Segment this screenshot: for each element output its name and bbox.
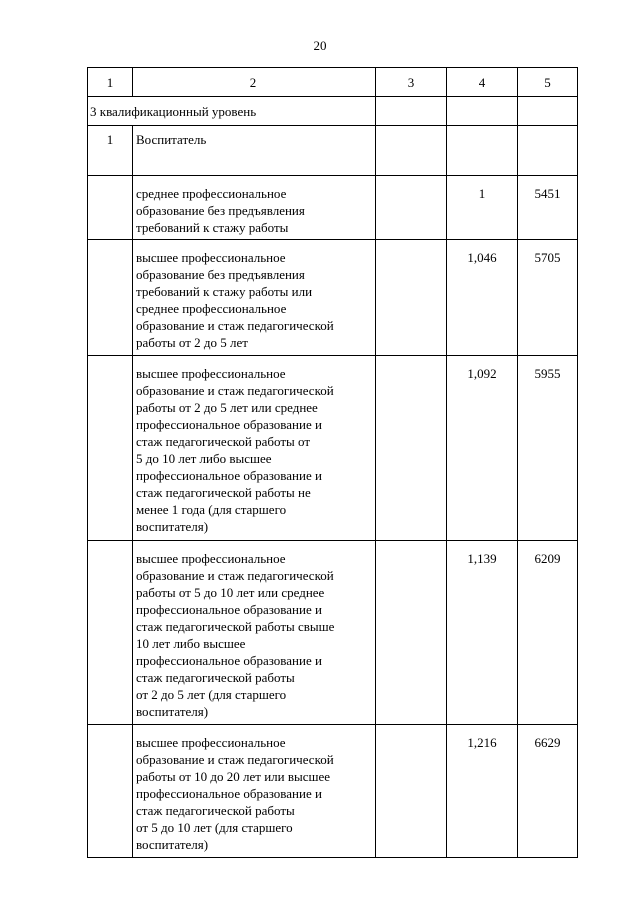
header-col-3: 3	[376, 68, 447, 97]
empty-cell	[447, 126, 518, 176]
empty-cell	[88, 176, 133, 240]
salary-cell: 5705	[518, 240, 578, 356]
salary-cell: 5451	[518, 176, 578, 240]
qualification-level-row	[88, 97, 578, 126]
empty-cell	[518, 126, 578, 176]
empty-cell	[518, 97, 578, 126]
empty-cell	[88, 240, 133, 356]
empty-cell	[376, 725, 447, 858]
empty-cell	[376, 240, 447, 356]
table-row	[88, 240, 578, 356]
coefficient-cell: 1,046	[447, 240, 518, 356]
coefficient-cell: 1,216	[447, 725, 518, 858]
header-col-4: 4	[447, 68, 518, 97]
requirements-cell: среднее профессиональное образование без предъявления требований к стажу работы	[133, 176, 376, 240]
empty-cell	[376, 126, 447, 176]
requirements-cell: высшее профессиональное образование и стаж педагогической работы от 10 до 20 лет или высшее профессиональное образование и стаж педагогической работы от 5 до 10 лет (для старшего воспитателя)	[133, 725, 376, 858]
salary-cell: 5955	[518, 356, 578, 541]
requirements-cell: высшее профессиональное образование и стаж педагогической работы от 5 до 10 лет или среднее профессиональное образование и стаж педагогической работы свыше 10 лет либо высшее профессиональное образование и стаж педагогической работы от 2 до 5 лет (для старшего воспитателя)	[133, 541, 376, 725]
table-row	[88, 176, 578, 240]
qualification-level-label: 3 квалификационный уровень	[88, 97, 376, 126]
empty-cell	[376, 97, 447, 126]
empty-cell	[88, 541, 133, 725]
requirements-cell: высшее профессиональное образование без предъявления требований к стажу работы или среднее профессиональное образование и стаж педагогической работы от 2 до 5 лет	[133, 240, 376, 356]
empty-cell	[447, 97, 518, 126]
table-row	[88, 356, 578, 541]
header-col-1: 1	[88, 68, 133, 97]
empty-cell	[376, 541, 447, 725]
coefficient-cell: 1	[447, 176, 518, 240]
empty-cell	[376, 176, 447, 240]
header-col-2: 2	[133, 68, 376, 97]
salary-cell: 6629	[518, 725, 578, 858]
table-row	[88, 725, 578, 858]
salary-cell: 6209	[518, 541, 578, 725]
page-number: 20	[313, 38, 327, 53]
empty-cell	[376, 356, 447, 541]
position-name: Воспитатель	[133, 126, 376, 176]
requirements-cell: высшее профессиональное образование и стаж педагогической работы от 2 до 5 лет или среднее профессиональное образование и стаж педагогической работы от 5 до 10 лет либо высшее профессиональное образование и стаж педагогической работы не менее 1 года (для старшего воспитателя)	[133, 356, 376, 541]
header-col-5: 5	[518, 68, 578, 97]
empty-cell	[88, 356, 133, 541]
coefficient-cell: 1,139	[447, 541, 518, 725]
coefficient-cell: 1,092	[447, 356, 518, 541]
table-row	[88, 541, 578, 725]
position-number: 1	[88, 126, 133, 176]
table-header-row	[88, 68, 578, 97]
position-row	[88, 126, 578, 176]
empty-cell	[88, 725, 133, 858]
salary-table	[87, 67, 578, 858]
